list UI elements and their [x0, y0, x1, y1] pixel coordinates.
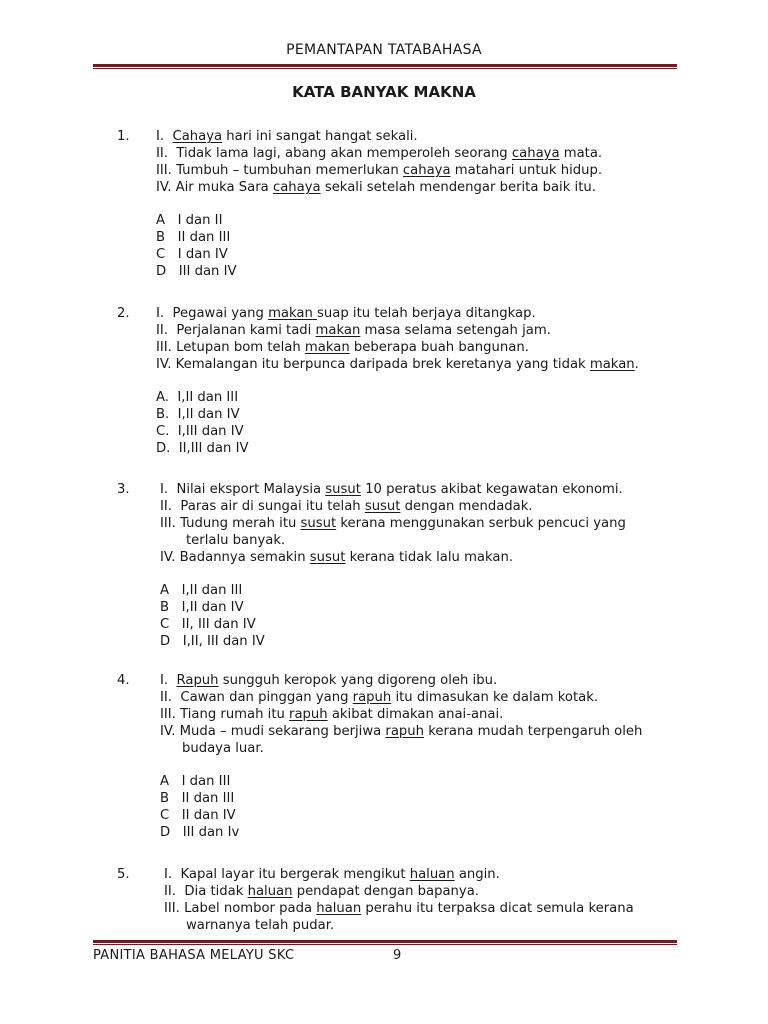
question-number: 4.: [117, 673, 130, 688]
option-b: B II dan III: [156, 230, 231, 245]
statement-2: II. Tidak lama lagi, abang akan memperoleh seorang cahaya mata.: [156, 146, 603, 161]
key-word: Rapuh: [176, 673, 219, 688]
option-d: D. II,III dan IV: [156, 441, 249, 456]
option-d: D III dan Iv: [160, 825, 240, 840]
option-a: A I,II dan III: [160, 583, 243, 598]
statement-3: III. Tudung merah itu susut kerana menggunakan serbuk pencuci yang: [160, 516, 626, 531]
statement-2: II. Paras air di sungai itu telah susut dengan mendadak.: [160, 499, 533, 514]
footer-label: PANITIA BAHASA MELAYU SKC: [93, 948, 295, 963]
option-a: A. I,II dan III: [156, 390, 239, 405]
option-c: C II dan IV: [160, 808, 236, 823]
statement-1: I. Kapal layar itu bergerak mengikut haluan angin.: [164, 867, 500, 882]
option-d: D III dan IV: [156, 264, 237, 279]
statement-2: II. Dia tidak haluan pendapat dengan bapanya.: [164, 884, 479, 899]
key-word: cahaya: [402, 163, 451, 178]
key-word: susut: [309, 550, 346, 565]
option-b: B I,II dan IV: [160, 600, 244, 615]
option-c: C II, III dan IV: [160, 617, 256, 632]
statement-3: III. Tiang rumah itu rapuh akibat dimakan anai-anai.: [160, 707, 504, 722]
footer-rule: [93, 940, 677, 945]
option-b: B. I,II dan IV: [156, 407, 240, 422]
key-word: rapuh: [385, 724, 424, 739]
statement-4: IV. Kemalangan itu berpunca daripada brek keretanya yang tidak makan.: [156, 357, 639, 372]
statement-4: IV. Air muka Sara cahaya sekali setelah mendengar berita baik itu.: [156, 180, 596, 195]
page-title: KATA BANYAK MAKNA: [292, 83, 476, 101]
option-c: C I dan IV: [156, 247, 228, 262]
key-word: Cahaya: [172, 129, 223, 144]
option-a: A I dan III: [160, 774, 231, 789]
statement-2: II. Cawan dan pinggan yang rapuh itu dimasukan ke dalam kotak.: [160, 690, 599, 705]
option-b: B II dan III: [160, 791, 235, 806]
statement-1: I. Rapuh sungguh keropok yang digoreng oleh ibu.: [160, 673, 498, 688]
header-title: PEMANTAPAN TATABAHASA: [286, 42, 482, 58]
key-word: makan: [589, 357, 635, 372]
key-word: rapuh: [352, 690, 392, 705]
key-word: makan: [304, 340, 350, 355]
key-word: haluan: [316, 901, 362, 916]
statement-4-continuation: budaya luar.: [182, 741, 264, 756]
question-number: 1.: [117, 129, 130, 144]
question-number: 3.: [117, 482, 130, 497]
statement-1: I. Pegawai yang makan suap itu telah berjaya ditangkap.: [156, 306, 536, 321]
key-word: cahaya: [272, 180, 321, 195]
question-number: 2.: [117, 306, 130, 321]
option-c: C. I,III dan IV: [156, 424, 244, 439]
statement-2: II. Perjalanan kami tadi makan masa selama setengah jam.: [156, 323, 551, 338]
key-word: rapuh: [289, 707, 328, 722]
key-word: susut: [364, 499, 401, 514]
key-word: haluan: [247, 884, 293, 899]
statement-4: IV. Muda – mudi sekarang berjiwa rapuh kerana mudah terpengaruh oleh: [160, 724, 643, 739]
statement-4: IV. Badannya semakin susut kerana tidak lalu makan.: [160, 550, 514, 565]
page-number: 9: [393, 948, 402, 963]
key-word: susut: [325, 482, 361, 497]
statement-3: III. Label nombor pada haluan perahu itu terpaksa dicat semula kerana: [164, 901, 634, 916]
key-word: haluan: [409, 867, 455, 882]
statement-1: I. Cahaya hari ini sangat hangat sekali.: [156, 129, 418, 144]
key-word: makan: [268, 306, 318, 321]
key-word: cahaya: [511, 146, 560, 161]
key-word: susut: [300, 516, 337, 531]
option-d: D I,II, III dan IV: [160, 634, 265, 649]
header-rule: [93, 64, 677, 69]
statement-3-continuation: warnanya telah pudar.: [186, 918, 335, 933]
key-word: makan: [315, 323, 361, 338]
question-number: 5.: [117, 867, 130, 882]
statement-3: III. Tumbuh – tumbuhan memerlukan cahaya matahari untuk hidup.: [156, 163, 603, 178]
statement-3-continuation: terlalu banyak.: [186, 533, 286, 548]
statement-1: I. Nilai eksport Malaysia susut 10 peratus akibat kegawatan ekonomi.: [160, 482, 623, 497]
option-a: A I dan II: [156, 213, 223, 228]
statement-3: III. Letupan bom telah makan beberapa buah bangunan.: [156, 340, 529, 355]
